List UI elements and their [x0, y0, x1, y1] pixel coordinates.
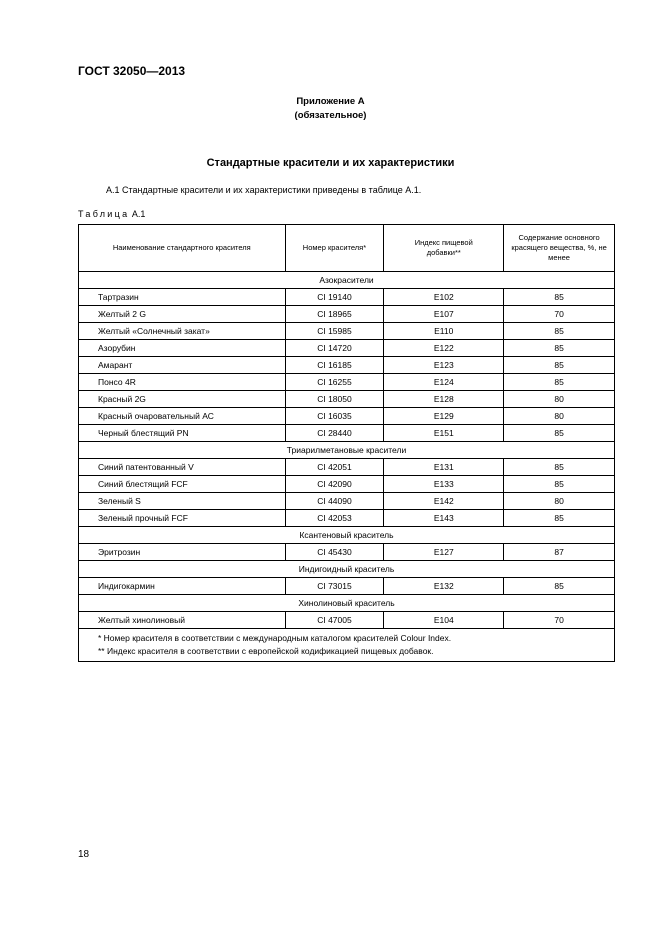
cell-dye-name: Красный очаровательный АС — [79, 408, 286, 425]
cell-dye-name: Индигокармин — [79, 578, 286, 595]
table-notes — [79, 629, 615, 662]
table-row — [79, 306, 615, 323]
cell-additive-index: E133 — [384, 476, 504, 493]
cell-content: 85 — [504, 340, 615, 357]
cell-dye-number: CI 18050 — [285, 391, 384, 408]
cell-additive-index: E143 — [384, 510, 504, 527]
cell-content: 85 — [504, 459, 615, 476]
table-row — [79, 425, 615, 442]
cell-additive-index: E107 — [384, 306, 504, 323]
cell-dye-name: Амарант — [79, 357, 286, 374]
cell-content: 85 — [504, 289, 615, 306]
header-additive-index: Индекс пищевой добавки** — [384, 225, 504, 272]
cell-additive-index: E132 — [384, 578, 504, 595]
cell-dye-number: CI 42053 — [285, 510, 384, 527]
group-title: Триарилметановые красители — [79, 442, 615, 459]
group-title: Индигоидный краситель — [79, 561, 615, 578]
document-standard-header: ГОСТ 32050—2013 — [78, 64, 186, 78]
cell-dye-name: Тартразин — [79, 289, 286, 306]
table-row — [79, 510, 615, 527]
cell-additive-index: E124 — [384, 374, 504, 391]
table-row — [79, 391, 615, 408]
cell-additive-index: E123 — [384, 357, 504, 374]
cell-additive-index: E102 — [384, 289, 504, 306]
group-title: Хинолиновый краситель — [79, 595, 615, 612]
cell-dye-name: Черный блестящий PN — [79, 425, 286, 442]
cell-content: 85 — [504, 578, 615, 595]
cell-content: 85 — [504, 425, 615, 442]
intro-paragraph: А.1 Стандартные красители и их характеристики приведены в таблице А.1. — [106, 185, 422, 195]
cell-dye-name: Желтый «Солнечный закат» — [79, 323, 286, 340]
cell-additive-index: E142 — [384, 493, 504, 510]
header-content: Содержание основного красящего вещества, %, не менее — [504, 225, 615, 272]
cell-dye-number: CI 73015 — [285, 578, 384, 595]
cell-content: 70 — [504, 612, 615, 629]
cell-additive-index: E151 — [384, 425, 504, 442]
cell-dye-name: Понсо 4R — [79, 374, 286, 391]
cell-dye-name: Синий блестящий FCF — [79, 476, 286, 493]
cell-additive-index: E129 — [384, 408, 504, 425]
table-row — [79, 323, 615, 340]
cell-additive-index: E128 — [384, 391, 504, 408]
table-header-row — [79, 225, 615, 272]
cell-content: 85 — [504, 476, 615, 493]
cell-dye-number: CI 28440 — [285, 425, 384, 442]
cell-dye-number: CI 14720 — [285, 340, 384, 357]
table-row — [79, 408, 615, 425]
cell-dye-number: CI 42090 — [285, 476, 384, 493]
cell-content: 85 — [504, 510, 615, 527]
cell-dye-name: Зеленый прочный FCF — [79, 510, 286, 527]
header-dye-name: Наименование стандартного красителя — [79, 225, 286, 272]
group-header-row — [79, 272, 615, 289]
cell-dye-number: CI 16035 — [285, 408, 384, 425]
table-row — [79, 340, 615, 357]
annex-status: (обязательное) — [294, 110, 367, 121]
table-row — [79, 476, 615, 493]
table-row — [79, 289, 615, 306]
cell-dye-name: Азорубин — [79, 340, 286, 357]
cell-additive-index: E104 — [384, 612, 504, 629]
group-header-row — [79, 442, 615, 459]
table-row — [79, 493, 615, 510]
cell-dye-number: CI 16255 — [285, 374, 384, 391]
cell-additive-index: E110 — [384, 323, 504, 340]
cell-dye-number: CI 16185 — [285, 357, 384, 374]
cell-dye-name: Красный 2G — [79, 391, 286, 408]
table-notes-row — [79, 629, 615, 662]
cell-content: 87 — [504, 544, 615, 561]
cell-content: 70 — [504, 306, 615, 323]
table-row — [79, 578, 615, 595]
cell-additive-index: E131 — [384, 459, 504, 476]
cell-content: 80 — [504, 493, 615, 510]
table-label-word: Таблица — [78, 209, 130, 219]
section-title: Стандартные красители и их характеристики — [206, 157, 455, 169]
cell-dye-number: CI 19140 — [285, 289, 384, 306]
table-row — [79, 374, 615, 391]
table-row — [79, 612, 615, 629]
table-row — [79, 544, 615, 561]
group-header-row — [79, 527, 615, 544]
cell-dye-name: Эритрозин — [79, 544, 286, 561]
cell-dye-number: CI 45430 — [285, 544, 384, 561]
group-header-row — [79, 561, 615, 578]
footnote: * Номер красителя в соответствии с международным каталогом красителей Colour Index. — [98, 633, 452, 643]
cell-dye-name: Зеленый S — [79, 493, 286, 510]
cell-content: 80 — [504, 408, 615, 425]
table-label — [78, 209, 145, 219]
dyes-table — [78, 224, 615, 662]
group-title: Ксантеновый краситель — [79, 527, 615, 544]
table-row — [79, 459, 615, 476]
table-label-number: А.1 — [129, 209, 146, 219]
cell-dye-name: Синий патентованный V — [79, 459, 286, 476]
cell-content: 85 — [504, 357, 615, 374]
cell-dye-number: CI 42051 — [285, 459, 384, 476]
cell-additive-index: E122 — [384, 340, 504, 357]
page-number: 18 — [78, 849, 90, 860]
cell-dye-number: CI 47005 — [285, 612, 384, 629]
cell-dye-name: Желтый 2 G — [79, 306, 286, 323]
header-dye-number: Номер красителя* — [285, 225, 384, 272]
cell-dye-name: Желтый хинолиновый — [79, 612, 286, 629]
annex-title: Приложение А — [296, 96, 365, 107]
cell-dye-number: CI 44090 — [285, 493, 384, 510]
cell-content: 80 — [504, 391, 615, 408]
cell-dye-number: CI 15985 — [285, 323, 384, 340]
cell-content: 85 — [504, 323, 615, 340]
cell-additive-index: E127 — [384, 544, 504, 561]
footnote: ** Индекс красителя в соответствии с европейской кодификацией пищевых добавок. — [98, 646, 434, 656]
cell-dye-number: CI 18965 — [285, 306, 384, 323]
table-body — [79, 272, 615, 662]
cell-content: 85 — [504, 374, 615, 391]
group-title: Азокрасители — [79, 272, 615, 289]
table-row — [79, 357, 615, 374]
group-header-row — [79, 595, 615, 612]
